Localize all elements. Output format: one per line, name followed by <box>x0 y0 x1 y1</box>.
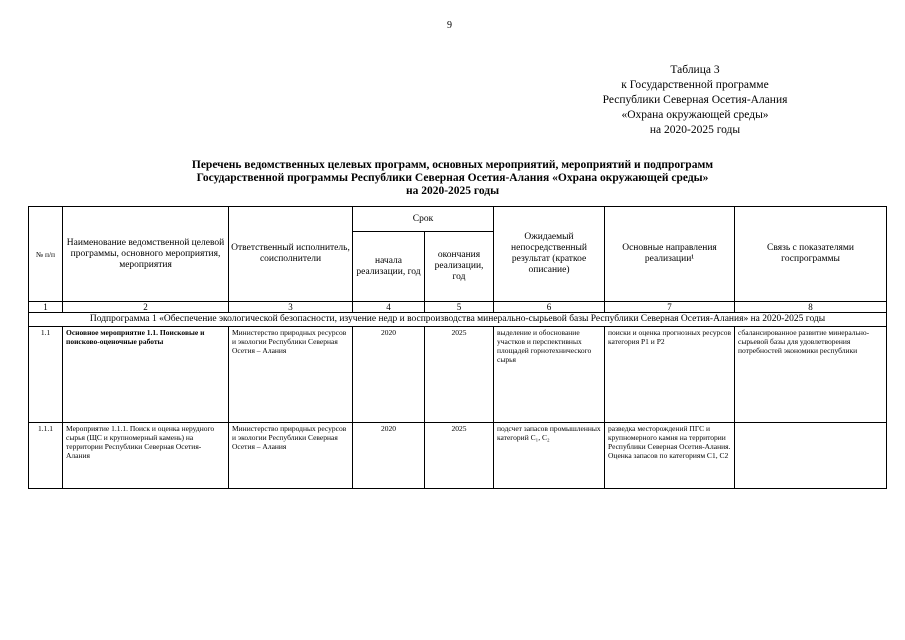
row-link: сбалансированное развитие минерально-сырьевой базы для удовлетворения потребностей экономики республики <box>735 327 887 423</box>
column-number: 4 <box>353 302 425 313</box>
column-header-num: № п/п <box>29 207 63 302</box>
row-start: 2020 <box>353 423 425 489</box>
row-end: 2025 <box>425 423 494 489</box>
column-header-link: Связь с показателями госпрограммы <box>735 207 887 302</box>
title-line: Перечень ведомственных целевых программ, основных мероприятий, мероприятий и подпрограмм <box>191 159 714 171</box>
column-number: 5 <box>425 302 494 313</box>
table-row <box>29 423 887 489</box>
column-number: 1 <box>29 302 63 313</box>
row-name: Мероприятие 1.1.1. Поиск и оценка нерудного сырья (ЩС и крупномерный камень) на территории Республики Северная Осетия-Алания <box>63 423 229 489</box>
page-number: 9 <box>447 20 452 31</box>
row-result: выделение и обоснование участков и перспективных площадей горнотехнического сырья <box>494 327 605 423</box>
header-line: на 2020-2025 годы <box>649 124 741 136</box>
column-header-result: Ожидаемый непосредственный результат (краткое описание) <box>494 207 605 302</box>
row-end: 2025 <box>425 327 494 423</box>
column-number-row <box>29 302 887 313</box>
program-table <box>28 206 887 489</box>
column-number: 2 <box>63 302 229 313</box>
header-line: к Государственной программе <box>621 79 769 91</box>
column-number: 3 <box>229 302 353 313</box>
column-header-executor: Ответственный исполнитель, соисполнители <box>229 207 353 302</box>
row-start: 2020 <box>353 327 425 423</box>
column-number: 7 <box>605 302 735 313</box>
header-line: Таблица 3 <box>670 64 720 76</box>
column-header-term: Срок <box>353 207 494 232</box>
table-attachment-header <box>565 63 825 138</box>
row-directions: разведка месторождений ПГС и крупномерного камня на территории Республики Северная Осетия-Алания. Оценка запасов по категориям С1, С2 <box>605 423 735 489</box>
row-name: Основное мероприятие 1.1. Поисковые и поисково-оценочные работы <box>63 327 229 423</box>
row-directions: поиски и оценка прогнозных ресурсов категория Р1 и Р2 <box>605 327 735 423</box>
row-link <box>735 423 887 489</box>
header-line: «Охрана окружающей среды» <box>621 109 769 121</box>
column-header-start: начала реализации, год <box>353 232 425 302</box>
column-number: 6 <box>494 302 605 313</box>
title-line: на 2020-2025 годы <box>405 185 500 197</box>
column-header-name: Наименование ведомственной целевой программы, основного мероприятия, мероприятия <box>63 207 229 302</box>
row-num: 1.1 <box>29 327 63 423</box>
table-row <box>29 327 887 423</box>
row-result: подсчет запасов промышленных категорий С₁, С₂ <box>494 423 605 489</box>
header-row-1 <box>29 207 887 232</box>
subprogram-title: Подпрограмма 1 «Обеспечение экологической безопасности, изучение недр и воспроизводства минерально-сырьевой базы Республики Северная Осетия-Алания» на 2020-2025 годы <box>29 313 887 327</box>
subprogram-row <box>29 313 887 327</box>
title-line: Государственной программы Республики Северная Осетия-Алания «Охрана окружающей среды» <box>196 172 709 184</box>
column-header-end: окончания реализации, год <box>425 232 494 302</box>
header-line: Республики Северная Осетия-Алания <box>602 94 788 106</box>
column-number: 8 <box>735 302 887 313</box>
row-executor: Министерство природных ресурсов и экологии Республики Северная Осетия – Алания <box>229 327 353 423</box>
column-header-directions: Основные направления реализации¹ <box>605 207 735 302</box>
row-executor: Министерство природных ресурсов и экологии Республики Северная Осетия – Алания <box>229 423 353 489</box>
document-title <box>30 159 875 198</box>
row-num: 1.1.1 <box>29 423 63 489</box>
